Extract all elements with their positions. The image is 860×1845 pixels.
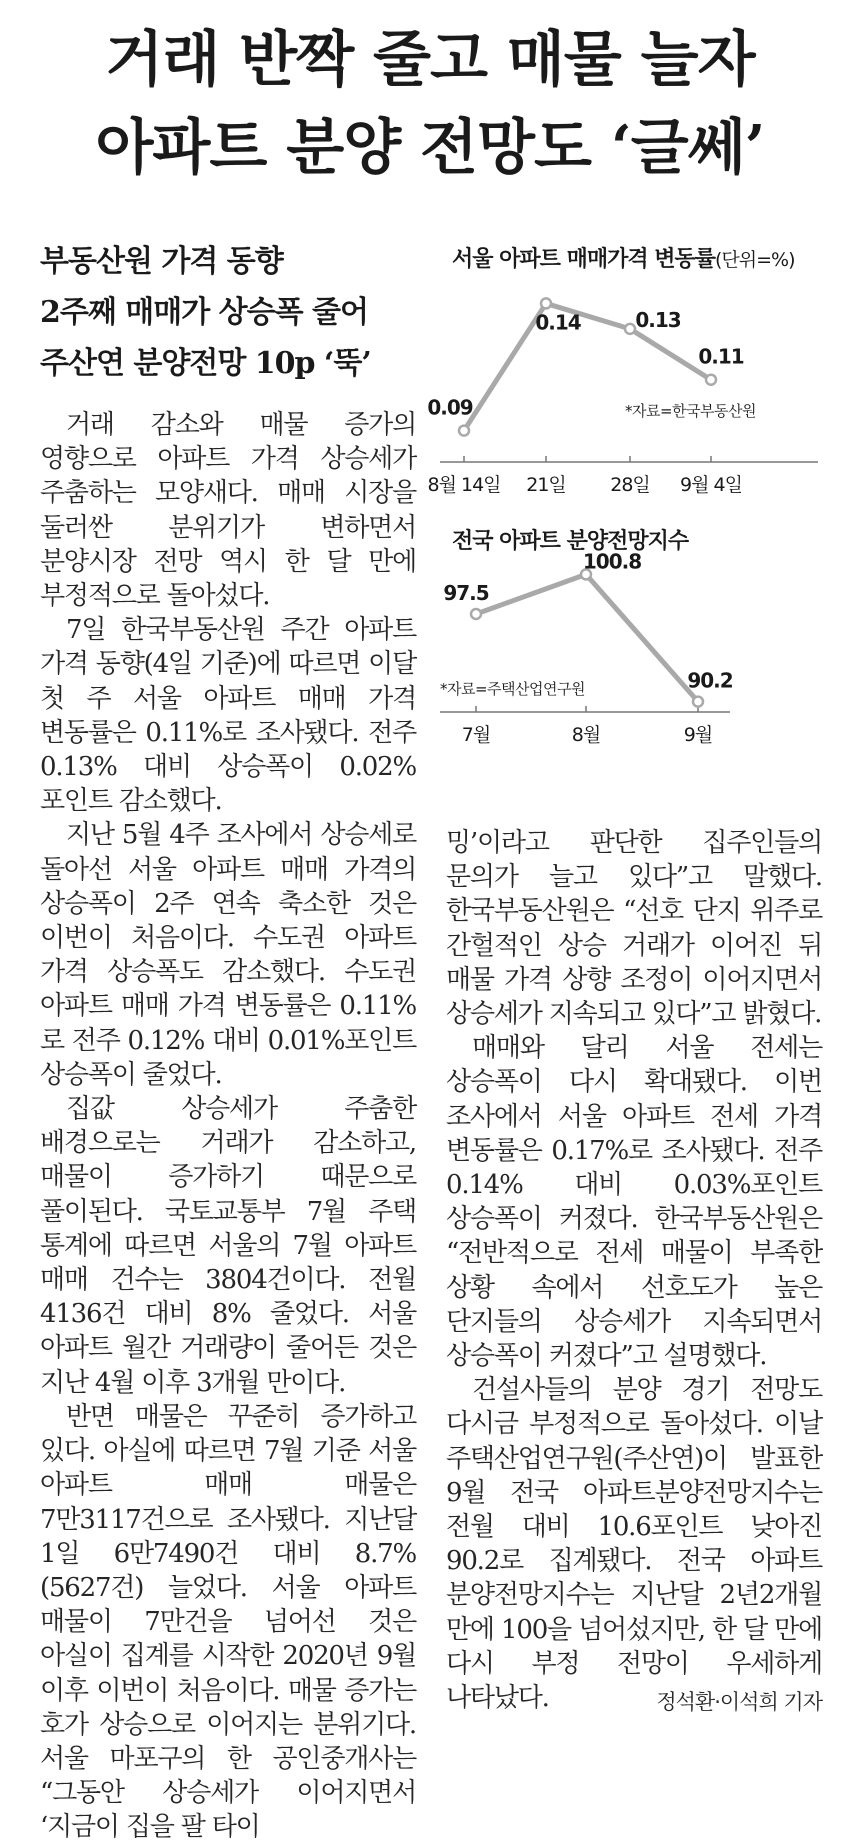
data-label: 0.13 (635, 307, 681, 332)
article-paragraph: 7일 한국부동산원 주간 아파트 가격 동향(4일 기준)에 따르면 이달 첫 주 서울 아파트 매매 가격 변동률은 0.11%로 조사됐다. 전주 0.13% 대비 상승폭이 0.02%포인트 감소했다. (40, 615, 416, 817)
chart1-seoul-price-change (427, 276, 830, 510)
x-tick-label: 8월 (571, 724, 601, 746)
x-tick-label: 7월 (461, 724, 491, 746)
subheadline-1: 2주째 매매가 상승폭 줄어 (40, 295, 369, 330)
article-paragraph: 밍’이라고 판단한 집주인들의 문의가 늘고 있다”고 말했다. 한국부동산원은 “선호 단지 위주로 간헐적인 상승 거래가 이어진 뒤 매물 가격 상향 조정이 이어지면서 상승세가 지속되고 있다”고 밝혔다. (446, 828, 822, 1030)
data-label: 100.8 (582, 549, 642, 574)
data-point (471, 609, 481, 619)
x-tick-label: 8월 14일 (427, 474, 501, 496)
chart1-title-text: 서울 아파트 매매가격 변동률 (452, 247, 716, 272)
chart1-unit: (단위=%) (715, 249, 795, 271)
data-label: 90.2 (687, 668, 733, 693)
x-tick-label: 21일 (526, 474, 566, 496)
article-paragraph: 집값 상승세가 주춤한 배경으로는 거래가 감소하고, 매물이 증가하기 때문으로 풀이된다. 국토교통부 7월 주택 통계에 따르면 서울의 7월 아파트 매매 건수는 3804건이다. 전월 4136건 대비 8% 줄었다. 서울 아파트 월간 거래량이 줄어든 것은 지난 4월 이후 3개월 만이다. (40, 1094, 416, 1398)
article-paragraph: 매매와 달리 서울 전세는 상승폭이 다시 확대됐다. 이번 조사에서 서울 아파트 전세 가격 변동률은 0.17%로 조사됐다. 전주 0.14% 대비 0.03%포인트 상승폭이 커졌다. 한국부동산원은 “전반적으로 전세 매물이 부족한 상황 속에서 선호도가 높은 단지들의 상승세가 지속되면서 상승폭이 커졌다”고 설명했다. (446, 1033, 822, 1372)
data-label: 0.11 (698, 344, 744, 369)
byline: 정석환·이석희 기자 (656, 1690, 822, 1715)
article-paragraph: 거래 감소와 매물 증가의 영향으로 아파트 가격 상승세가 주춤하는 모양새다. 매매 시장을 둘러싼 분위기가 변하면서 분양시장 전망 역시 한 달 만에 부정적으로 돌아섰다. (40, 410, 416, 612)
subheadline-2: 주산연 분양전망 10p ‘뚝’ (40, 346, 371, 381)
article-paragraph-text: 건설사들의 분양 경기 전망도 다시금 부정적으로 돌아섰다. 이날 주택산업연구원(주산연)이 발표한 9월 전국 아파트분양전망지수는 전월 대비 10.6포인트 낮아진 90.2로 집계됐다. 전국 아파트 분양전망지수는 지난달 2년2개월 만에 100을 넘어섰지만, 한 달 만에 다시 부정 전망이 우세하게 나타났다. (446, 1375, 822, 1714)
chart2-presale-outlook-index (440, 549, 830, 800)
data-point (459, 426, 469, 436)
x-tick-label: 9월 4일 (680, 474, 742, 496)
x-tick-label: 28일 (610, 474, 650, 496)
data-label: 97.5 (443, 581, 489, 605)
data-point (693, 697, 703, 707)
article-paragraph: 지난 5월 4주 조사에서 상승세로 돌아선 서울 아파트 매매 가격의 상승폭이 2주 연속 축소한 것은 이번이 처음이다. 수도권 아파트 가격 상승폭도 감소했다. 수도권 아파트 매매 가격 변동률은 0.11%로 전주 0.12% 대비 0.01%포인트 상승폭이 줄었다. (40, 820, 416, 1090)
data-point (706, 375, 716, 385)
article-column-right (446, 826, 822, 1719)
data-point (541, 298, 551, 308)
article-column-left (40, 408, 416, 1845)
chart2-title: 전국 아파트 분양전망지수 (452, 529, 689, 554)
data-label: 0.09 (427, 395, 473, 420)
article-paragraph: 반면 매물은 꾸준히 증가하고 있다. 아실에 따르면 7월 기준 서울 아파트 매매 매물은 7만3117건으로 조사됐다. 지난달 1일 6만7490건 대비 8.7%(5627건) 늘었다. 서울 아파트 매물이 7만건을 넘어선 것은 아실이 집계를 시작한 2020년 9월 이후 이번이 처음이다. 매물 증가는 호가 상승으로 이어지는 분위기다. 서울 마포구의 한 공인중개사는 “그동안 상승세가 이어지면서 ‘지금이 집을 팔 타이 (40, 1401, 416, 1843)
headline-line-2: 아파트 분양 전망도 ‘글쎄’ (95, 113, 765, 183)
data-label: 0.14 (535, 310, 581, 335)
chart-source: *자료=주택산업연구원 (440, 680, 585, 698)
article-paragraph (446, 1373, 822, 1715)
headline-line-1: 거래 반짝 줄고 매물 늘자 (105, 25, 755, 95)
x-tick-label: 9월 (683, 724, 713, 746)
kicker: 부동산원 가격 동향 (40, 244, 283, 279)
chart1-title (452, 242, 795, 273)
chart-source: *자료=한국부동산원 (625, 402, 756, 420)
data-point (625, 324, 635, 334)
